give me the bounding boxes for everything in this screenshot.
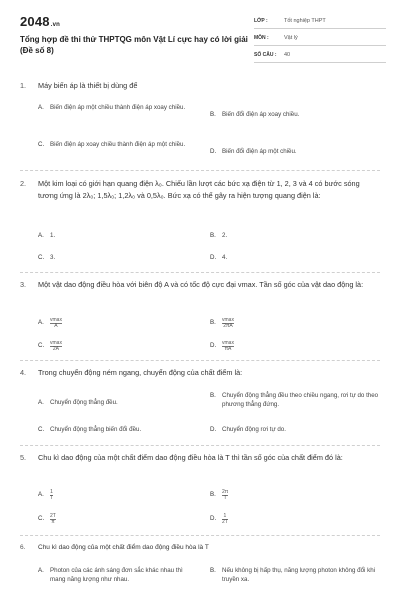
q5-option-a[interactable]: [38, 490, 53, 502]
q3-option-d[interactable]: [210, 341, 234, 353]
option-text: Chuyển động rơi tự do.: [222, 426, 286, 433]
question-2: [20, 178, 380, 202]
divider: [20, 170, 380, 171]
question-5: [20, 452, 380, 464]
option-letter: A.: [38, 491, 44, 498]
meta-key: LỚP :: [254, 18, 268, 24]
option-text: 3.: [50, 254, 56, 261]
meta-row-subject: [254, 31, 386, 46]
question-number: 1.: [20, 81, 27, 90]
fraction-numerator: vmax: [222, 317, 234, 323]
option-text: 2.: [222, 232, 228, 239]
fraction: [50, 341, 62, 352]
logo-text: 2048: [20, 14, 50, 29]
q1-option-c[interactable]: [38, 140, 198, 149]
q1-option-a[interactable]: [38, 103, 198, 112]
divider: [20, 360, 380, 361]
q2-option-a[interactable]: [38, 231, 55, 240]
meta-value: Vật lý: [284, 35, 298, 41]
fraction-denominator: 2A: [50, 346, 62, 352]
q1-option-d[interactable]: [210, 147, 380, 156]
q2-option-c[interactable]: [38, 253, 55, 262]
option-letter: C.: [38, 342, 45, 349]
exam-title: Tổng hợp đề thi thử THPTQG môn Vật Lí cực hay có lời giải (Đề số 8): [20, 35, 248, 55]
question-1: [20, 80, 380, 92]
question-text: Chu kì dao động của một chất điểm dao động điều hòa là T thì tần số góc của chất điểm đó là:: [38, 453, 343, 462]
option-letter: D.: [210, 515, 217, 522]
fraction-denominator: T: [223, 495, 227, 501]
q2-option-d[interactable]: [210, 253, 227, 262]
fraction: [222, 490, 228, 501]
q4-option-a[interactable]: [38, 398, 198, 407]
divider: [20, 445, 380, 446]
fraction-numerator: 1: [223, 513, 227, 519]
option-text: Biến điện áp một chiều thành điện áp xoay chiều.: [50, 104, 186, 111]
q1-option-b[interactable]: [210, 110, 380, 119]
q4-option-d[interactable]: [210, 425, 380, 434]
q6-option-b[interactable]: [210, 566, 380, 584]
option-text: Photon của các ánh sáng đơn sắc khác nhau thì mang năng lượng như nhau.: [50, 567, 183, 583]
option-letter: A.: [38, 567, 44, 574]
meta-row-count: [254, 48, 386, 63]
fraction: [222, 318, 234, 329]
question-number: 3.: [20, 280, 27, 289]
option-letter: C.: [38, 141, 45, 148]
q5-option-b[interactable]: [210, 490, 228, 502]
q3-option-c[interactable]: [38, 341, 62, 353]
meta-row-grade: [254, 14, 386, 29]
fraction: [222, 341, 234, 352]
fraction: [50, 514, 56, 525]
fraction-numerator: vmax: [222, 340, 234, 346]
option-text: Biến đổi điện áp một chiều.: [222, 148, 297, 155]
fraction-numerator: 2T: [50, 513, 56, 519]
q5-option-d[interactable]: [210, 514, 228, 526]
option-letter: D.: [210, 426, 217, 433]
fraction-numerator: 1: [50, 489, 53, 495]
option-letter: C.: [38, 254, 45, 261]
option-letter: B.: [210, 232, 216, 239]
option-letter: D.: [210, 254, 217, 261]
fraction-denominator: A: [50, 323, 62, 329]
fraction-denominator: π: [51, 519, 55, 525]
fraction-denominator: T: [50, 495, 54, 501]
question-3: [20, 279, 380, 291]
logo-suffix: .vn: [50, 22, 61, 28]
meta-value: 40: [284, 52, 291, 58]
fraction-denominator: πA: [222, 346, 234, 352]
site-logo[interactable]: [20, 14, 60, 29]
option-letter: B.: [210, 491, 216, 498]
fraction-numerator: vmax: [50, 317, 62, 323]
fraction-denominator: 2πA: [223, 323, 233, 329]
question-number: 2.: [20, 179, 27, 188]
fraction: [50, 318, 62, 329]
option-letter: C.: [38, 426, 45, 433]
option-text: 1.: [50, 232, 56, 239]
option-text: 4.: [222, 254, 228, 261]
fraction: [50, 490, 53, 501]
option-letter: A.: [38, 104, 44, 111]
q5-option-c[interactable]: [38, 514, 56, 526]
divider: [20, 535, 380, 536]
option-letter: B.: [210, 319, 216, 326]
option-letter: A.: [38, 399, 44, 406]
question-4: [20, 367, 380, 379]
question-number: 4.: [20, 368, 27, 377]
option-letter: D.: [210, 342, 217, 349]
question-text: Trong chuyển động ném ngang, chuyển động của chất điểm là:: [38, 368, 243, 377]
fraction-numerator: vmax: [50, 340, 62, 346]
question-text: Một kim loại có giới hạn quang điện λ₀. Chiếu lần lượt các bức xạ điện từ 1, 2, 3 và 4 có bước sóng tương ứng là 2λ₀; 1,5λ₀; 1,2λ₀ và 0,5λ₀. Bức xạ có thể gây ra hiện tượng quang điện là:: [38, 179, 360, 200]
q3-option-b[interactable]: [210, 318, 234, 330]
option-letter: B.: [210, 392, 216, 399]
question-number: 6.: [20, 544, 26, 551]
option-text: Chuyển động thẳng đều.: [50, 399, 118, 406]
q4-option-b[interactable]: [210, 391, 380, 409]
option-text: Chuyển động thẳng biến đổi đều.: [50, 426, 142, 433]
option-letter: C.: [38, 515, 45, 522]
fraction-denominator: 2T: [222, 519, 228, 525]
meta-key: MÔN :: [254, 35, 269, 41]
option-text: Biến đổi điện áp xoay chiều.: [222, 111, 300, 118]
meta-key: SỐ CÂU :: [254, 52, 277, 58]
exam-meta: [254, 14, 386, 65]
option-letter: B.: [210, 111, 216, 118]
q2-option-b[interactable]: [210, 231, 227, 240]
question-number: 5.: [20, 453, 27, 462]
fraction: [222, 514, 228, 525]
q4-option-c[interactable]: [38, 425, 198, 434]
question-text: Máy biến áp là thiết bị dùng để: [38, 81, 138, 90]
q6-option-a[interactable]: [38, 566, 198, 584]
option-letter: D.: [210, 148, 217, 155]
option-text: Chuyển động thẳng đều theo chiều ngang, rơi tự do theo phương thẳng đứng.: [222, 392, 379, 408]
question-text: Một vật dao động điều hòa với biên độ A và có tốc độ cực đại vmax. Tần số góc của vật dao động là:: [38, 280, 364, 289]
option-letter: B.: [210, 567, 216, 574]
meta-value: Tốt nghiệp THPT: [284, 18, 326, 24]
divider: [20, 272, 380, 273]
option-text: Biến điện áp xoay chiều thành điện áp một chiều.: [50, 141, 186, 148]
option-letter: A.: [38, 232, 44, 239]
q3-option-a[interactable]: [38, 318, 62, 330]
question-text: Chu kì dao động của một chất điểm dao động điều hòa là T: [38, 544, 209, 551]
fraction-numerator: 2π: [222, 489, 229, 495]
option-letter: A.: [38, 319, 44, 326]
option-text: Nếu không bị hấp thụ, năng lượng photon không đổi khi truyền xa.: [222, 567, 376, 583]
question-6: [20, 542, 380, 554]
